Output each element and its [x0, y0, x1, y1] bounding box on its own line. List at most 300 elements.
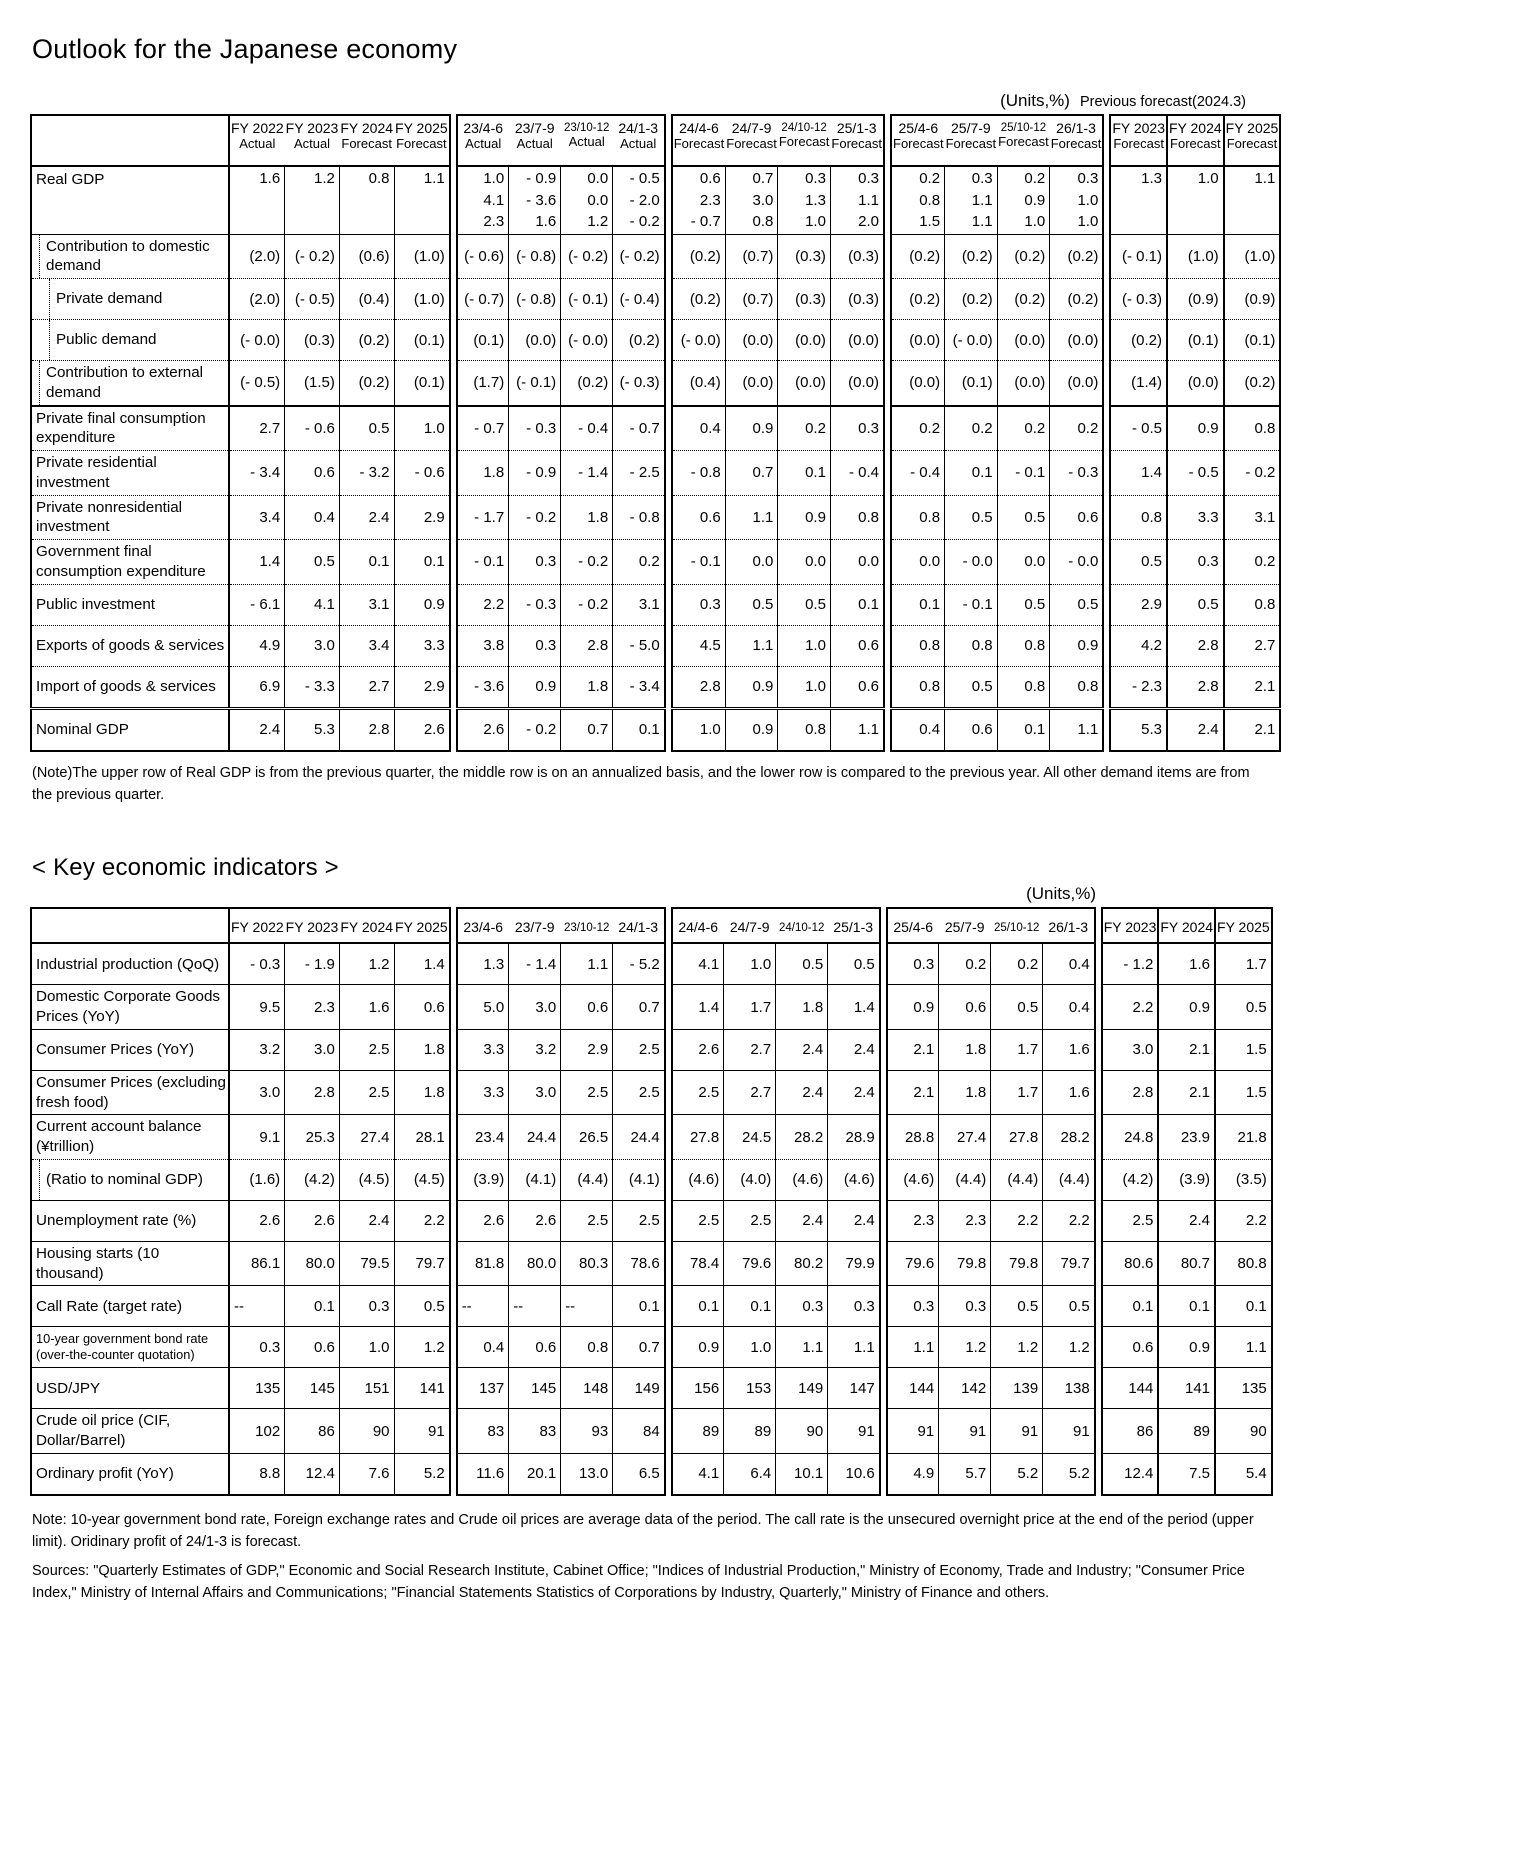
table-cell: 2.4	[828, 1200, 880, 1241]
table-cell: 79.7	[1043, 1241, 1095, 1286]
table-cell: (0.7)	[725, 234, 778, 279]
table-cell: 1.1	[1215, 1327, 1272, 1368]
table-cell: 0.8	[830, 495, 884, 540]
table-cell: - 2.3	[1110, 666, 1167, 708]
table-cell: 1.1	[561, 943, 613, 985]
table-cell: 0.3	[830, 406, 884, 451]
column-header: FY 2025	[394, 908, 450, 943]
table-cell: - 1.4	[561, 451, 613, 496]
table-cell: (4.6)	[887, 1159, 939, 1200]
column-header: 24/7-9	[724, 908, 776, 943]
table-cell: 0.8	[561, 1327, 613, 1368]
table-cell: 1.2	[991, 1327, 1043, 1368]
table-cell: 2.9	[394, 666, 450, 708]
column-header: FY 2022 Actual	[229, 115, 285, 166]
table-cell: 79.6	[887, 1241, 939, 1286]
table-cell: (2.0)	[229, 234, 285, 279]
group-gap	[665, 1070, 672, 1115]
table-cell: 5.2	[394, 1453, 450, 1495]
table-cell: 5.2	[1043, 1453, 1095, 1495]
group-gap	[450, 361, 457, 406]
table-cell: 28.9	[828, 1115, 880, 1160]
table-cell: 0.4	[1043, 985, 1095, 1030]
table-cell: 1.8	[394, 1029, 450, 1070]
table-cell: 0.5	[285, 540, 340, 585]
table-cell: 0.1	[394, 540, 450, 585]
table-cell: (4.2)	[1102, 1159, 1159, 1200]
gdp-table-labels	[30, 91, 1246, 111]
table-cell: 24.4	[509, 1115, 561, 1160]
column-header: FY 2023	[1102, 908, 1159, 943]
table-cell: 1.7	[724, 985, 776, 1030]
group-gap	[880, 1159, 887, 1200]
table-cell: 0.8	[891, 495, 945, 540]
table-cell: 0.9	[1158, 985, 1215, 1030]
group-gap	[450, 1115, 457, 1160]
table-cell: (0.2)	[339, 320, 394, 361]
group-gap	[665, 908, 672, 943]
table-cell: 0.4	[285, 495, 340, 540]
table-cell: 0.6	[1102, 1327, 1159, 1368]
group-gap	[884, 166, 891, 234]
table-cell: 1.8	[561, 666, 613, 708]
row-label: Consumer Prices (YoY)	[31, 1029, 229, 1070]
group-gap	[665, 985, 672, 1030]
table-cell: 2.1	[887, 1029, 939, 1070]
table-cell: 0.1	[1102, 1286, 1159, 1327]
group-gap	[1095, 943, 1102, 985]
table-cell: 0.7	[725, 451, 778, 496]
group-gap	[884, 234, 891, 279]
group-gap	[665, 115, 672, 166]
table-cell: (0.0)	[1050, 361, 1104, 406]
table-cell: 0.2	[891, 406, 945, 451]
table-cell: (4.4)	[991, 1159, 1043, 1200]
table-cell: 1.1	[1224, 166, 1281, 234]
table-cell: 1.6	[229, 166, 285, 234]
table-cell: 2.4	[229, 708, 285, 751]
table-cell: 10.1	[776, 1453, 828, 1495]
table-cell: (1.0)	[1224, 234, 1281, 279]
table-cell: 0.1	[945, 451, 998, 496]
table-cell: 0.4	[1043, 943, 1095, 985]
column-header: FY 2023 Forecast	[1110, 115, 1167, 166]
table-cell: 78.6	[613, 1241, 665, 1286]
group-gap	[450, 908, 457, 943]
table-cell: 80.2	[776, 1241, 828, 1286]
group-gap	[450, 708, 457, 751]
group-gap	[450, 1029, 457, 1070]
row-label: (Ratio to nominal GDP)	[31, 1159, 229, 1200]
group-gap	[665, 1241, 672, 1286]
table-cell: 0.9	[1050, 625, 1104, 666]
row-label: Government final consumption expenditure	[31, 540, 229, 585]
table-cell: 0.6	[830, 625, 884, 666]
table-cell: 3.4	[229, 495, 285, 540]
table-cell: (0.2)	[1050, 279, 1104, 320]
column-header: 25/1-3	[828, 908, 880, 943]
table-cell: 2.8	[1167, 625, 1224, 666]
table-cell: 90	[1215, 1409, 1272, 1454]
table-cell: 7.5	[1158, 1453, 1215, 1495]
group-gap	[450, 451, 457, 496]
table-cell: 91	[939, 1409, 991, 1454]
table-cell: (0.2)	[613, 320, 665, 361]
table-cell: 0.7	[613, 985, 665, 1030]
table-cell: 89	[1158, 1409, 1215, 1454]
group-gap	[665, 1029, 672, 1070]
table-cell: 13.0	[561, 1453, 613, 1495]
table-cell: - 3.2	[339, 451, 394, 496]
table-cell: - 0.7	[457, 406, 509, 451]
table-cell: 0.1	[613, 708, 665, 751]
table-cell: 5.0	[457, 985, 509, 1030]
table-cell: (0.2)	[1110, 320, 1167, 361]
column-header: 24/4-6	[672, 908, 724, 943]
table-cell: 2.6	[394, 708, 450, 751]
table-cell: 1.2	[339, 943, 394, 985]
table-cell: 3.3	[457, 1029, 509, 1070]
row-label: Domestic Corporate Goods Prices (YoY)	[31, 985, 229, 1030]
table-cell: 2.7	[1224, 625, 1281, 666]
table-cell: 1.0	[778, 666, 831, 708]
table-cell: 0.8	[1224, 584, 1281, 625]
table-cell: 0.4	[672, 406, 726, 451]
table-cell: (0.9)	[1224, 279, 1281, 320]
table-cell: 2.4	[339, 495, 394, 540]
row-label: Current account balance (¥trillion)	[31, 1115, 229, 1160]
group-gap	[450, 985, 457, 1030]
table-cell: 0.9	[672, 1327, 724, 1368]
group-gap	[450, 406, 457, 451]
table-cell: 2.5	[561, 1070, 613, 1115]
table-cell: 84	[613, 1409, 665, 1454]
group-gap	[1095, 1286, 1102, 1327]
group-gap	[880, 1115, 887, 1160]
table-cell: 0.3 1.1 1.1	[945, 166, 998, 234]
group-gap	[450, 666, 457, 708]
group-gap	[880, 1070, 887, 1115]
group-gap	[665, 1200, 672, 1241]
column-header: 23/7-9	[509, 908, 561, 943]
table-cell: - 1.4	[509, 943, 561, 985]
table-corner	[31, 908, 229, 943]
table-cell: 1.8	[561, 495, 613, 540]
group-gap	[880, 943, 887, 985]
table-cell: 86.1	[229, 1241, 285, 1286]
table-cell: (4.2)	[285, 1159, 340, 1200]
group-gap	[665, 625, 672, 666]
group-gap	[665, 1368, 672, 1409]
table-cell: 2.3	[285, 985, 340, 1030]
table-cell: 2.5	[672, 1070, 724, 1115]
table-cell: 0.5	[828, 943, 880, 985]
table-cell: - 0.4	[830, 451, 884, 496]
table-cell: 1.2	[939, 1327, 991, 1368]
group-gap	[450, 943, 457, 985]
table-cell: 6.4	[724, 1453, 776, 1495]
group-gap	[450, 540, 457, 585]
table-cell: 5.3	[1110, 708, 1167, 751]
table-cell: 23.4	[457, 1115, 509, 1160]
table-cell: 2.2	[1215, 1200, 1272, 1241]
table-cell: 91	[887, 1409, 939, 1454]
group-gap	[880, 908, 887, 943]
column-header: 25/4-6	[887, 908, 939, 943]
table-cell: - 0.1	[457, 540, 509, 585]
row-label: Private residential investment	[31, 451, 229, 496]
footer-note: Note: 10-year government bond rate, Foreign exchange rates and Crude oil prices are average data of the period. The call rate is the unsecured overnight price at the end of the period (upper limit). Oridinary profit of 24/1-3 is forecast.	[32, 1511, 1254, 1550]
table-cell: 0.5	[997, 495, 1050, 540]
group-gap	[665, 1409, 672, 1454]
table-cell: (0.1)	[457, 320, 509, 361]
table-cell: 1.1	[1050, 708, 1104, 751]
column-header: FY 2024	[1158, 908, 1215, 943]
table-cell: 90	[776, 1409, 828, 1454]
table-corner	[31, 115, 229, 166]
table-cell: - 0.8	[672, 451, 726, 496]
column-header: FY 2025	[1215, 908, 1272, 943]
group-gap	[1095, 1327, 1102, 1368]
group-gap	[450, 279, 457, 320]
table-cell: 0.1	[997, 708, 1050, 751]
table-cell: --	[509, 1286, 561, 1327]
table-cell: 8.8	[229, 1453, 285, 1495]
table-cell: 80.0	[285, 1241, 340, 1286]
indicators-table	[30, 907, 1273, 1496]
table-cell: 0.5	[776, 943, 828, 985]
group-gap	[884, 584, 891, 625]
table-cell: (3.9)	[457, 1159, 509, 1200]
table-cell: 3.8	[457, 625, 509, 666]
table-cell: 2.8	[339, 708, 394, 751]
table-cell: 0.8	[1050, 666, 1104, 708]
table-cell: (0.0)	[1050, 320, 1104, 361]
table-cell: 80.7	[1158, 1241, 1215, 1286]
table-cell: (1.6)	[229, 1159, 285, 1200]
table-cell: (0.0)	[778, 361, 831, 406]
table-cell: 10.6	[828, 1453, 880, 1495]
gdp-table-note: (Note)The upper row of Real GDP is from the previous quarter, the middle row is on an annualized basis, and the lower row is compared to the previous year. All other demand items are from the previous quarter.	[32, 764, 1250, 803]
table-cell: 2.8	[561, 625, 613, 666]
table-cell: (0.1)	[1224, 320, 1281, 361]
table-cell: 12.4	[285, 1453, 340, 1495]
table-cell: 135	[1215, 1368, 1272, 1409]
table-cell: 21.8	[1215, 1115, 1272, 1160]
group-gap	[884, 115, 891, 166]
table-cell: 2.1	[1224, 666, 1281, 708]
group-gap	[880, 1368, 887, 1409]
column-header: 24/4-6 Forecast	[672, 115, 726, 166]
table-cell: (1.0)	[394, 279, 450, 320]
group-gap	[1095, 1453, 1102, 1495]
table-cell: 0.5	[339, 406, 394, 451]
table-cell: 91	[991, 1409, 1043, 1454]
table-cell: 91	[828, 1409, 880, 1454]
table-cell: 0.5	[945, 495, 998, 540]
row-label: Ordinary profit (YoY)	[31, 1453, 229, 1495]
table-cell: 1.0	[1167, 166, 1224, 234]
table-cell: 27.4	[339, 1115, 394, 1160]
table-cell: 86	[1102, 1409, 1159, 1454]
table-cell: (4.1)	[509, 1159, 561, 1200]
table-cell: (- 0.5)	[229, 361, 285, 406]
table-cell: - 0.1	[945, 584, 998, 625]
table-cell: (4.0)	[724, 1159, 776, 1200]
group-gap	[1103, 625, 1110, 666]
table-cell: 12.4	[1102, 1453, 1159, 1495]
column-header: 25/7-9	[939, 908, 991, 943]
group-gap	[450, 584, 457, 625]
table-cell: 0.5	[1215, 985, 1272, 1030]
table-cell: 0.9	[725, 666, 778, 708]
column-header: 25/1-3 Forecast	[830, 115, 884, 166]
table-cell: 142	[939, 1368, 991, 1409]
table-cell: 0.6	[939, 985, 991, 1030]
table-cell: 2.8	[672, 666, 726, 708]
table-cell: (0.2)	[945, 234, 998, 279]
group-gap	[884, 708, 891, 751]
table-cell: 2.6	[509, 1200, 561, 1241]
table-cell: - 0.1	[997, 451, 1050, 496]
table-cell: 2.5	[672, 1200, 724, 1241]
table-cell: 79.7	[394, 1241, 450, 1286]
table-cell: 80.8	[1215, 1241, 1272, 1286]
table-cell: (- 0.8)	[509, 234, 561, 279]
group-gap	[880, 1200, 887, 1241]
group-gap	[884, 625, 891, 666]
table-cell: 28.8	[887, 1115, 939, 1160]
units-label: (Units,%)	[1026, 884, 1096, 904]
table-cell: 1.1	[725, 495, 778, 540]
table-cell: 2.4	[1158, 1200, 1215, 1241]
table-cell: - 5.2	[613, 943, 665, 985]
table-cell: 2.6	[457, 708, 509, 751]
page-title: Outlook for the Japanese economy	[32, 34, 458, 64]
table-cell: 1.8	[939, 1029, 991, 1070]
table-cell: 2.7	[229, 406, 285, 451]
table-cell: --	[561, 1286, 613, 1327]
table-cell: (0.0)	[778, 320, 831, 361]
table-cell: 1.6	[1043, 1029, 1095, 1070]
table-cell: - 0.3	[1050, 451, 1104, 496]
group-gap	[1103, 406, 1110, 451]
table-cell: 1.8	[457, 451, 509, 496]
table-cell: 0.1	[1215, 1286, 1272, 1327]
table-cell: - 1.9	[285, 943, 340, 985]
table-cell: (4.1)	[613, 1159, 665, 1200]
table-cell: (1.7)	[457, 361, 509, 406]
group-gap	[665, 451, 672, 496]
table-cell: (0.1)	[945, 361, 998, 406]
table-cell: 0.1	[613, 1286, 665, 1327]
row-label: Import of goods & services	[31, 666, 229, 708]
table-cell: (0.3)	[285, 320, 340, 361]
group-gap	[450, 1368, 457, 1409]
table-cell: - 0.3	[229, 943, 285, 985]
table-cell: 3.0	[509, 985, 561, 1030]
table-cell: (0.1)	[394, 320, 450, 361]
table-cell: 7.6	[339, 1453, 394, 1495]
table-cell: (3.9)	[1158, 1159, 1215, 1200]
table-cell: 28.2	[776, 1115, 828, 1160]
table-cell: 2.5	[724, 1200, 776, 1241]
table-cell: (4.4)	[939, 1159, 991, 1200]
table-cell: 0.8	[997, 666, 1050, 708]
column-header: 23/10-12 Actual	[561, 115, 613, 166]
table-cell: (0.3)	[778, 234, 831, 279]
group-gap	[665, 166, 672, 234]
table-cell: 0.2	[613, 540, 665, 585]
table-cell: 2.6	[285, 1200, 340, 1241]
table-cell: (0.2)	[997, 279, 1050, 320]
table-cell: 0.6 2.3 - 0.7	[672, 166, 726, 234]
table-cell: - 0.3	[509, 584, 561, 625]
group-gap	[665, 495, 672, 540]
table-cell: (4.5)	[339, 1159, 394, 1200]
table-cell: 144	[1102, 1368, 1159, 1409]
gdp-table-container	[30, 114, 1290, 752]
group-gap	[450, 234, 457, 279]
column-header: FY 2023 Actual	[285, 115, 340, 166]
table-cell: 0.2 0.9 1.0	[997, 166, 1050, 234]
group-gap	[665, 708, 672, 751]
table-cell: 6.9	[229, 666, 285, 708]
table-cell: 1.1	[776, 1327, 828, 1368]
group-gap	[1095, 1029, 1102, 1070]
table-cell: 0.2	[997, 406, 1050, 451]
table-cell: 2.2	[991, 1200, 1043, 1241]
table-cell: 2.9	[394, 495, 450, 540]
column-header: 24/7-9 Forecast	[725, 115, 778, 166]
group-gap	[880, 1453, 887, 1495]
table-cell: (- 0.4)	[613, 279, 665, 320]
table-cell: 0.8	[1224, 406, 1281, 451]
table-cell: - 0.5 - 2.0 - 0.2	[613, 166, 665, 234]
table-cell: 0.1	[1158, 1286, 1215, 1327]
table-cell: 2.6	[457, 1200, 509, 1241]
table-cell: (4.4)	[561, 1159, 613, 1200]
table-cell: 28.1	[394, 1115, 450, 1160]
table-cell: 2.8	[285, 1070, 340, 1115]
group-gap	[450, 1070, 457, 1115]
table-cell: - 0.5	[1167, 451, 1224, 496]
table-cell: (- 0.7)	[457, 279, 509, 320]
table-cell: 3.0	[1102, 1029, 1159, 1070]
table-cell: - 0.2	[509, 708, 561, 751]
table-cell: 0.3	[509, 540, 561, 585]
table-cell: 25.3	[285, 1115, 340, 1160]
table-cell: 141	[1158, 1368, 1215, 1409]
group-gap	[450, 115, 457, 166]
table-cell: 2.7	[724, 1070, 776, 1115]
group-gap	[884, 320, 891, 361]
table-cell: 2.5	[613, 1200, 665, 1241]
table-cell: - 0.7	[613, 406, 665, 451]
column-header: 24/10-12 Forecast	[778, 115, 831, 166]
table-cell: 2.8	[1167, 666, 1224, 708]
table-cell: 3.4	[339, 625, 394, 666]
table-cell: 3.0	[285, 625, 340, 666]
table-cell: 1.4	[1110, 451, 1167, 496]
table-cell: (0.2)	[945, 279, 998, 320]
table-cell: (0.0)	[830, 361, 884, 406]
table-cell: 1.1	[394, 166, 450, 234]
group-gap	[1103, 495, 1110, 540]
table-cell: - 0.0	[945, 540, 998, 585]
table-cell: (- 0.1)	[509, 361, 561, 406]
table-cell: 9.1	[229, 1115, 285, 1160]
